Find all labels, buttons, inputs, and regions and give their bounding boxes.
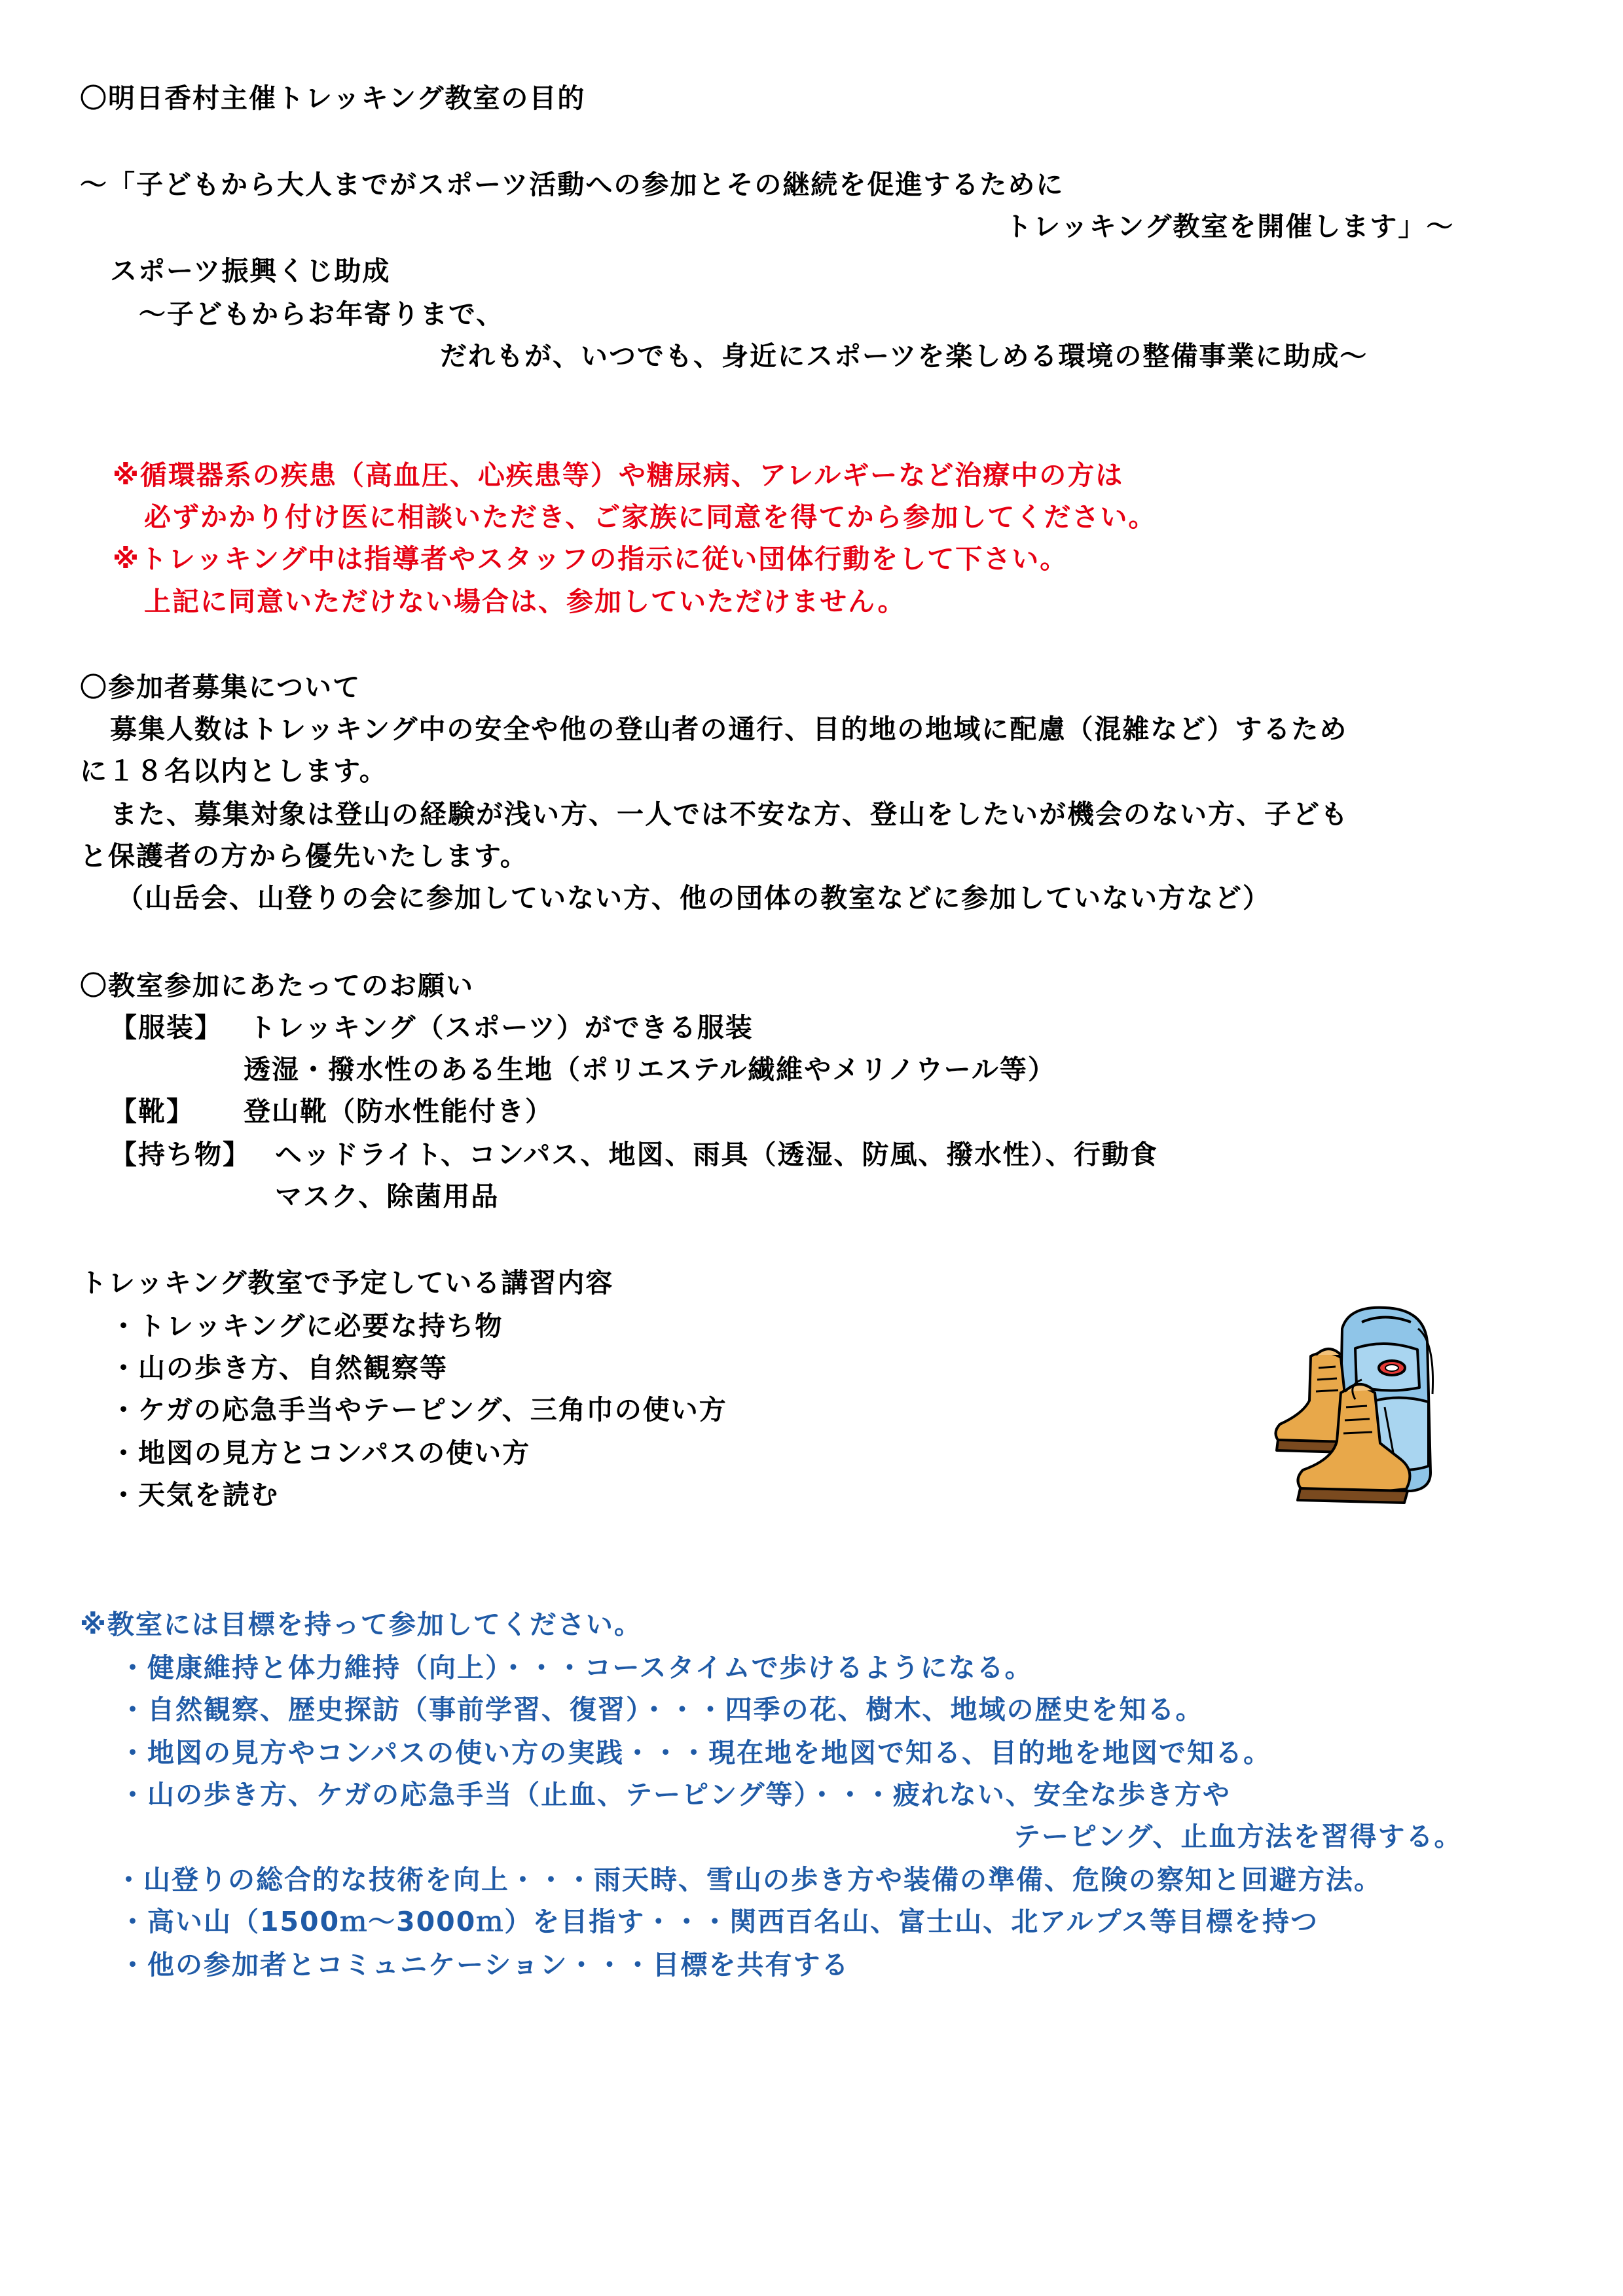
- backpack-and-boots-icon: [1264, 1302, 1480, 1518]
- requests-heading: 〇教室参加にあたってのお願い: [80, 970, 474, 1001]
- curriculum-item: ・天気を読む: [110, 1479, 279, 1511]
- slogan-line-1: ～「子どもから大人までがスポーツ活動への参加とその継続を促進するために: [80, 169, 1065, 200]
- recruitment-line: （山岳会、山登りの会に参加していない方、他の団体の教室などに参加していない方など）: [117, 882, 1271, 914]
- curriculum-item: ・トレッキングに必要な持ち物: [110, 1310, 503, 1342]
- goal-item: ・健康維持と体力維持（向上）・・・コースタイムで歩けるようになる。: [119, 1652, 1033, 1683]
- curriculum-item: ・地図の見方とコンパスの使い方: [110, 1437, 531, 1469]
- page-title: 〇明日香村主催トレッキング教室の目的: [80, 82, 586, 114]
- curriculum-item: ・ケガの応急手当やテーピング、三角巾の使い方: [110, 1394, 727, 1426]
- warning-line-3: ※トレッキング中は指導者やスタッフの指示に従い団体行動をして下さい。: [113, 543, 1068, 575]
- slogan-line-2: トレッキング教室を開催します」～: [1005, 211, 1455, 242]
- recruitment-heading: 〇参加者募集について: [80, 672, 361, 703]
- goal-item: ・山登りの総合的な技術を向上・・・雨天時、雪山の歩き方や装備の準備、危険の察知と回避方法。: [115, 1864, 1382, 1895]
- warning-line-2: 必ずかかり付け医に相談いただき、ご家族に同意を得てから参加してください。: [144, 501, 1157, 533]
- goal-item: ・高い山（1500ｍ～3000ｍ）を目指す・・・関西百名山、富士山、北アルプス等目標を持つ: [119, 1906, 1319, 1937]
- shoes-label: 【靴】: [110, 1096, 194, 1127]
- grant-line-1: ～子どもからお年寄りまで、: [139, 298, 505, 330]
- clothing-line-1: トレッキング（スポーツ）ができる服装: [249, 1012, 754, 1043]
- recruitment-line: また、募集対象は登山の経験が浅い方、一人では不安な方、登山をしたいが機会のない方、子ども: [110, 798, 1349, 830]
- warning-line-1: ※循環器系の疾患（高血圧、心疾患等）や糖尿病、アレルギーなど治療中の方は: [113, 459, 1124, 491]
- items-label: 【持ち物】: [110, 1139, 251, 1170]
- recruitment-line: に１８名以内とします。: [80, 755, 388, 787]
- recruitment-line: 募集人数はトレッキング中の安全や他の登山者の通行、目的地の地域に配慮（混雑など）するため: [110, 713, 1348, 745]
- backpack-and-boots-svg: [1264, 1302, 1480, 1518]
- recruitment-line: と保護者の方から優先いたします。: [80, 840, 528, 872]
- goal-item: ・地図の見方やコンパスの使い方の実践・・・現在地を地図で知る、目的地を地図で知る。: [119, 1737, 1272, 1768]
- goal-item-continued: テーピング、止血方法を習得する。: [1013, 1821, 1463, 1852]
- clothing-line-2: 透湿・撥水性のある生地（ポリエステル繊維やメリノウール等）: [244, 1054, 1056, 1085]
- shoes-text: 登山靴（防水性能付き）: [244, 1096, 553, 1127]
- goal-item: ・山の歩き方、ケガの応急手当（止血、テーピング等）・・・疲れない、安全な歩き方や: [119, 1779, 1231, 1810]
- goals-heading: ※教室には目標を持って参加してください。: [80, 1609, 642, 1640]
- warning-line-4: 上記に同意いただけない場合は、参加していただけません。: [144, 586, 906, 617]
- grant-line-2: だれもが、いつでも、身近にスポーツを楽しめる環境の整備事業に助成～: [440, 340, 1368, 372]
- clothing-label: 【服装】: [110, 1012, 223, 1043]
- items-line-2: マスク、除菌用品: [275, 1181, 500, 1212]
- items-line-1: ヘッドライト、コンパス、地図、雨具（透湿、防風、撥水性）、行動食: [275, 1139, 1158, 1170]
- curriculum-item: ・山の歩き方、自然観察等: [110, 1352, 448, 1384]
- goal-item: ・他の参加者とコミュニケーション・・・目標を共有する: [119, 1949, 850, 1981]
- curriculum-heading: トレッキング教室で予定している講習内容: [80, 1267, 614, 1299]
- grant-title: スポーツ振興くじ助成: [110, 255, 391, 287]
- goal-item: ・自然観察、歴史探訪（事前学習、復習）・・・四季の花、樹木、地域の歴史を知る。: [119, 1694, 1204, 1725]
